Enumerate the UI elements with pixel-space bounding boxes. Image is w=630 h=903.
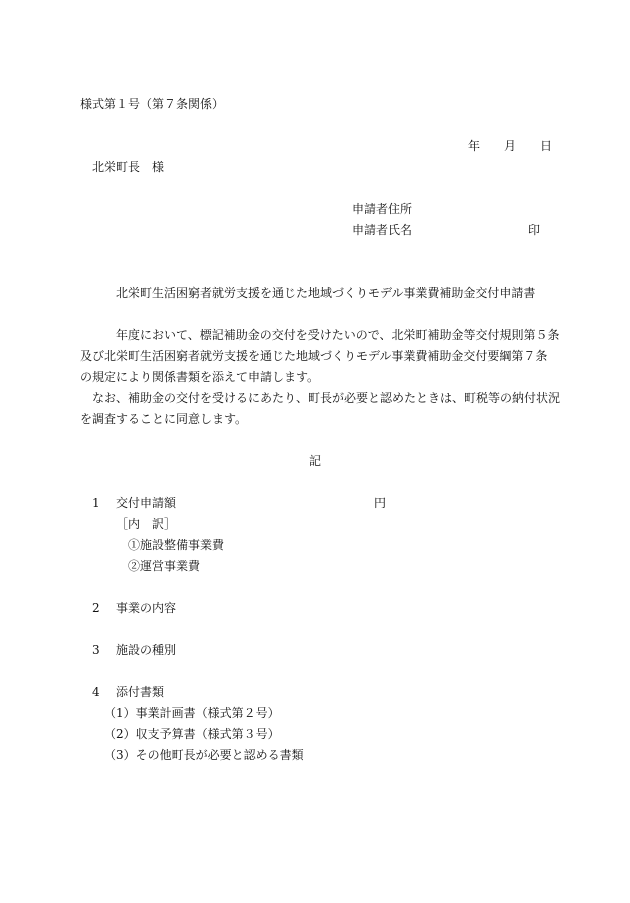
item-3-label: 施設の種別 [116, 643, 177, 657]
date-year: 年 [468, 139, 481, 153]
addressee: 北栄町長 様 [92, 160, 165, 174]
item-4-sub-3: （3）その他町長が必要と認める書類 [104, 748, 304, 762]
body-paragraph-1-line-3: の規定により関係書類を添えて申請します。 [80, 370, 320, 384]
applicant-address-label: 申請者住所 [352, 202, 413, 216]
form-number: 様式第１号（第７条関係） [80, 97, 225, 111]
ki-heading: 記 [309, 454, 322, 468]
item-1-number: 1 [92, 496, 100, 510]
date-month: 月 [504, 139, 517, 153]
item-3-number: 3 [92, 643, 100, 657]
item-2-label: 事業の内容 [116, 601, 177, 615]
document-title: 北栄町生活困窮者就労支援を通じた地域づくりモデル事業費補助金交付申請書 [116, 286, 536, 300]
item-1-breakdown: ［内 訳］ [116, 517, 177, 531]
item-4-number: 4 [92, 685, 100, 699]
body-paragraph-1-line-2: 及び北栄町生活困窮者就労支援を通じた地域づくりモデル事業費補助金交付要綱第７条 [80, 349, 548, 363]
seal-mark: 印 [528, 223, 541, 237]
applicant-name-label: 申請者氏名 [352, 223, 413, 237]
item-4-sub-1: （1）事業計画書（様式第２号） [104, 706, 280, 720]
item-1-unit: 円 [374, 496, 387, 510]
item-1-sub-1: ①施設整備事業費 [128, 538, 225, 552]
item-4-sub-2: （2）収支予算書（様式第３号） [104, 727, 280, 741]
item-4-label: 添付書類 [116, 685, 165, 699]
date-day: 日 [540, 139, 553, 153]
body-paragraph-2-line-2: を調査することに同意します。 [80, 412, 248, 426]
item-2-number: 2 [92, 601, 100, 615]
body-paragraph-1-line-1: 年度において、標記補助金の交付を受けたいので、北栄町補助金等交付規則第５条 [116, 328, 560, 342]
body-paragraph-2-line-1: なお、補助金の交付を受けるにあたり、町長が必要と認めたときは、町税等の納付状況 [92, 391, 561, 405]
item-1-sub-2: ②運営事業費 [128, 559, 201, 573]
item-1-label: 交付申請額 [116, 496, 177, 510]
